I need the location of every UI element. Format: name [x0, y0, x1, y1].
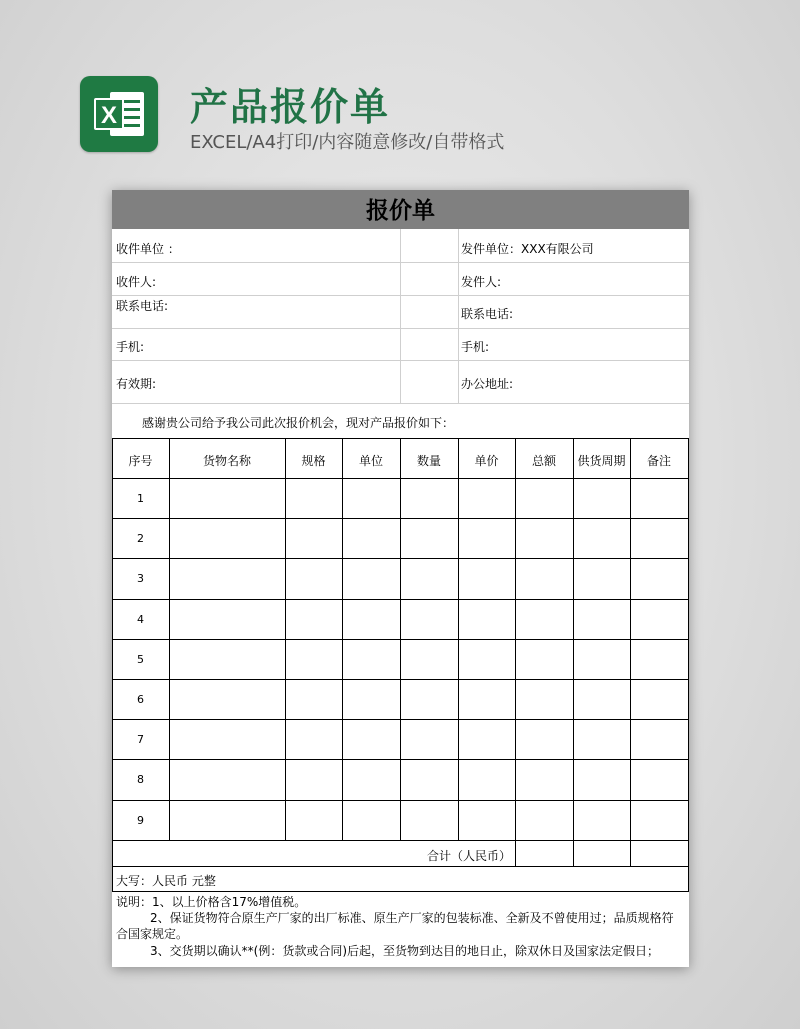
- total-label: 合计（人民币）: [427, 849, 512, 863]
- mobile-right-label: 手机:: [461, 340, 490, 354]
- excel-x-badge: X: [94, 98, 124, 130]
- table-column-line: [285, 438, 286, 840]
- table-column-line: [688, 438, 689, 891]
- recipient-unit-label: 收件单位 ：: [116, 242, 180, 256]
- row-number: 5: [137, 653, 144, 666]
- column-header: 供货周期: [577, 454, 626, 468]
- contact-phone-left-label: 联系电话:: [116, 299, 169, 313]
- quotation-sheet: [112, 190, 689, 967]
- row-number: 9: [137, 814, 144, 827]
- capital-row-divider: [112, 891, 689, 892]
- row-number: 8: [137, 773, 144, 786]
- total-cell-line: [515, 840, 516, 866]
- column-header: 货物名称: [202, 454, 251, 468]
- page-title: 产品报价单: [190, 85, 391, 129]
- table-column-line: [400, 438, 401, 840]
- mobile-left-label: 手机:: [116, 340, 145, 354]
- table-column-line: [169, 438, 170, 840]
- total-row-divider: [112, 866, 689, 867]
- contact-phone-right-label: 联系电话:: [461, 307, 514, 321]
- office-address-label: 办公地址:: [461, 377, 514, 391]
- table-column-line: [458, 438, 459, 840]
- row-number: 1: [137, 492, 144, 505]
- table-column-line: [630, 438, 631, 840]
- page-subtitle: EXCEL/A4打印/内容随意修改/自带格式: [190, 132, 505, 153]
- sheet-title: 报价单: [112, 190, 689, 229]
- capital-amount-label: 大写：人民币 元整: [116, 874, 216, 888]
- sender-unit-label: 发件单位：XXX有限公司: [461, 242, 594, 256]
- row-number: 6: [137, 693, 144, 706]
- total-cell-line: [630, 840, 631, 866]
- table-row-divider: [112, 840, 689, 841]
- note-line-4: 3、交货期以确认**(例：货款或合同)后起，至货物到达目的地日止，除双休日及国家法定假日；: [150, 944, 660, 958]
- column-header: 总额: [531, 454, 556, 468]
- total-cell-line: [573, 840, 574, 866]
- column-header: 单位: [358, 454, 383, 468]
- table-column-line: [342, 438, 343, 840]
- note-line-1: 说明：1、以上价格含17%增值税。: [116, 895, 307, 909]
- note-line-2: 2、保证货物符合原生产厂家的出厂标准、原生产厂家的包装标准、全新及不曾使用过；品质规格符: [150, 911, 674, 925]
- intro-text: 感谢贵公司给予我公司此次报价机会，现对产品报价如下：: [142, 416, 455, 430]
- column-header: 序号: [128, 454, 153, 468]
- table-column-line: [515, 438, 516, 840]
- sender-label: 发件人:: [461, 275, 502, 289]
- column-header: 数量: [416, 454, 441, 468]
- excel-logo-icon: [80, 76, 158, 152]
- row-number: 3: [137, 572, 144, 585]
- column-header: 单价: [474, 454, 499, 468]
- row-number: 7: [137, 733, 144, 746]
- column-header: 规格: [301, 454, 326, 468]
- table-column-line: [573, 438, 574, 840]
- row-number: 4: [137, 613, 144, 626]
- row-number: 2: [137, 532, 144, 545]
- recipient-label: 收件人:: [116, 275, 157, 289]
- validity-label: 有效期:: [116, 377, 157, 391]
- note-line-3: 合国家规定。: [116, 927, 189, 941]
- column-header: 备注: [646, 454, 671, 468]
